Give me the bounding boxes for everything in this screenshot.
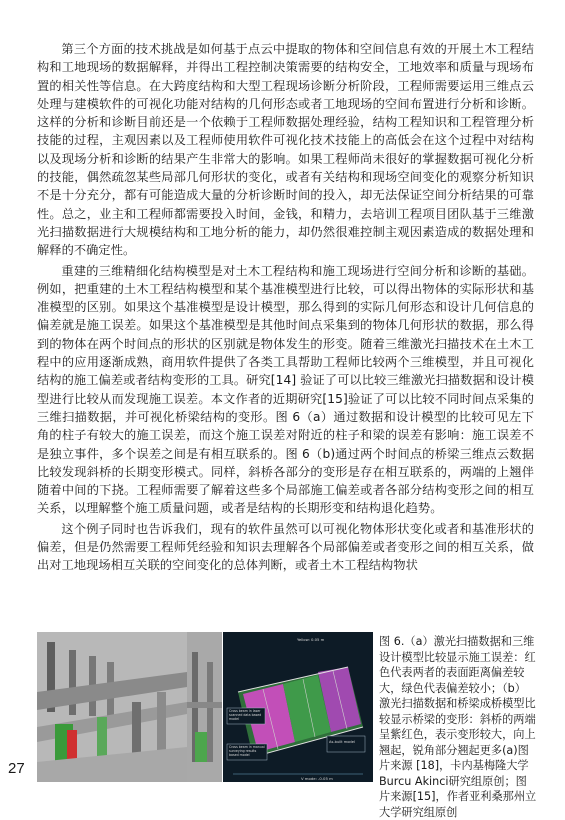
- figure-6-caption: 图 6.（a）激光扫描数据和三维设计模型比较显示施工误差：红色代表两者的表面距离偏差较大，绿色代表偏差较小；（b）激光扫描数据和桥梁成桥模型比较显示桥梁的变形：斜桥的两端呈紫红色，表示变形较大，向上翘起，锐角部分翘起更多(a)图片来源 [18]，卡内基梅隆大学Burcu Akinci研究组原创；图片来源[15]，作者亚利桑那州立大学研究组原创: [379, 635, 537, 819]
- page-number: 27: [8, 760, 25, 777]
- figure-6b-label-b: Cross beam in manual surveying results based model: [229, 745, 265, 757]
- body-text: [37, 40, 534, 577]
- paragraph-2: 重建的三维精细化结构模型是对土木工程结构和施工现场进行空间分析和诊断的基础。例如，把重建的土木工程结构模型和某个基准模型进行比较，可以得出物体的实际形状和基准模型的区别。如果这个基准模型是设计模型，那么得到的实际几何形态和设计几何信息的偏差就是施工误差。如果这个基准模型是其他时间点采集到的物体几何形状的数据，那么得到的物体在两个时间点的形状的区别就是物体发生的形变。随着三维激光扫描技术在土木工程中的应用逐渐成熟，商用软件提供了各类工具帮助工程师比较两个三维模型，并且可视化结构的施工偏差或者结构变形的工具。研究[14] 验证了可以比较三维激光扫描数据和设计模型进行比较从而发现施工误差。本文作者的近期研究[15]验证了可以比较不同时间点采集的三维扫描数据，并可视化桥梁结构的变形。图 6（a）通过数据和设计模型的比较可见左下角的柱子有较大的施工误差，而这个施工误差对附近的柱子和梁的误差有影响：施工误差不是独立事件，多个误差之间是有相互联系的。图 6（b)通过两个时间点的桥梁三维点云数据比较发现斜桥的长期变形模式。同样，斜桥各部分的变形是存在相互联系的，两端的上翘伴随着中间的下挠。工程师需要了解着这些多个局部施工偏差或者各部分结构变形之间的相互关系，以理解整个施工质量问题，或者是结构的长期形变和结构退化趋势。: [37, 263, 534, 516]
- figure-6: [37, 632, 537, 819]
- figure-6b-label-a: Cross beam in laser scanned data based model: [229, 709, 262, 721]
- figure-6b-label-c: As-built model: [329, 740, 355, 744]
- paragraph-3: 这个例子同时也告诉我们，现有的软件虽然可以可视化物体形状变化或者和基准形状的偏差，但是仍然需要工程师凭经验和知识去理解各个局部偏差或者变形之间的相互关系，做出对工地现场相互关联的空间变化的总体判断，或者土木工程结构物状: [37, 521, 534, 573]
- figure-6b-image: [223, 632, 373, 782]
- figure-6a-image: [37, 632, 187, 782]
- figure-6a-side-image: [187, 632, 222, 782]
- paragraph-1: 第三个方面的技术挑战是如何基于点云中提取的物体和空间信息有效的开展土木工程结构和工地现场的数据解释，并得出工程控制决策需要的结构安全，工地效率和质量与现场布置的相关性等信息。在大跨度结构和大型工程现场诊断分析阶段，工程师需要运用三维点云处理与建模软件的可视化功能对结构的几何形态或者工地现场的空间布置进行分析和诊断。这样的分析和诊断目前还是一个依赖于工程师数据处理经验，结构工程知识和工程管理分析技能的过程，主观因素以及工程师使用软件可视化技术技能上的高低会在这个过程中对结构以及现场分析和诊断的结果产生非常大的影响。如果工程师尚未很好的掌握数据可视化分析的技能，偶然疏忽某些局部几何形状的变化，或者有关结构和现场空间变化的观察分析知识不是十分充分，都有可能造成大量的分析诊断时间的投入，却无法保证空间分析结果的可靠性。总之，业主和工程师都需要投入时间，金钱，和精力，去培训工程项目团队基于三维激光扫描数据进行大规模结构和工地分析的能力，却仍然很难控制主观因素造成的数据处理和解释的不确定性。: [37, 42, 534, 258]
- figure-6b-label-top: Yellow: 0.05 m: [297, 637, 325, 642]
- figure-6b-scale-label: V mode: -0.05 m: [301, 776, 333, 781]
